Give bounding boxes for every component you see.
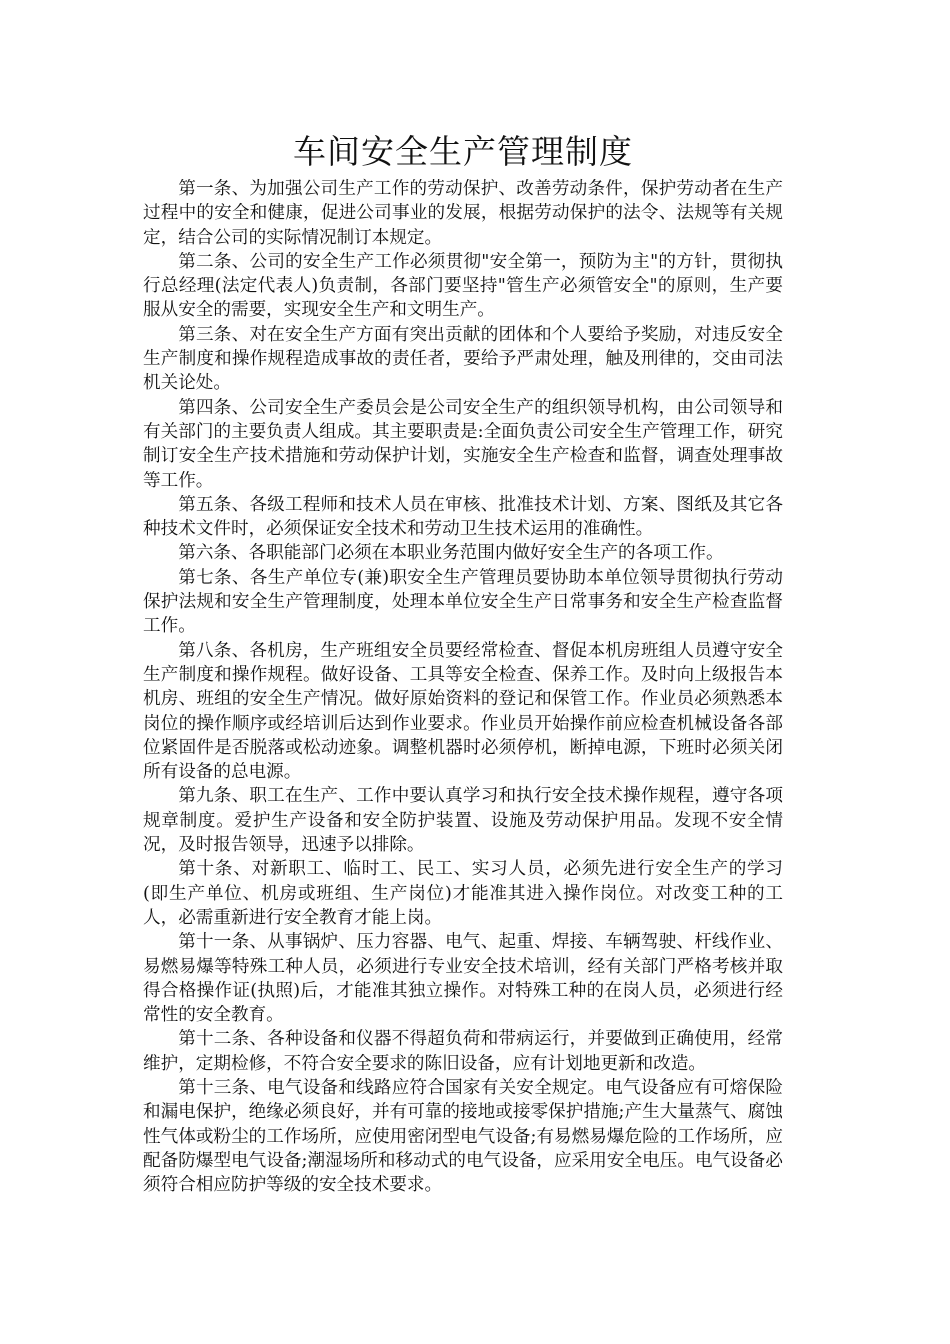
article-7: 第七条、各生产单位专(兼)职安全生产管理员要协助本单位领导贯彻执行劳动保护法规和安全生产管理制度，处理本单位安全生产日常事务和安全生产检查监督工作。 [143, 567, 783, 637]
article-6: 第六条、各职能部门必须在本职业务范围内做好安全生产的各项工作。 [178, 543, 724, 564]
article-1: 第一条、为加强公司生产工作的劳动保护、改善劳动条件，保护劳动者在生产过程中的安全和健康，促进公司事业的发展，根据劳动保护的法令、法规等有关规定，结合公司的实际情况制订本规定。 [143, 179, 783, 248]
article-2: 第二条、公司的安全生产工作必须贯彻"安全第一，预防为主"的方针，贯彻执行总经理(法定代表人)负责制，各部门要坚持"管生产必须管安全"的原则，生产要服从安全的需要，实现安全生产和文明生产。 [143, 251, 783, 321]
article-11: 第十一条、从事锅炉、压力容器、电气、起重、焊接、车辆驾驶、杆线作业、易燃易爆等特殊工种人员，必须进行专业安全技术培训，经有关部门严格考核并取得合格操作证(执照)后，才能准其独立操作。对特殊工种的在岗人员，必须进行经常性的安全教育。 [143, 932, 783, 1026]
article-9: 第九条、职工在生产、工作中要认真学习和执行安全技术操作规程，遵守各项规章制度。爱护生产设备和安全防护装置、设施及劳动保护用品。发现不安全情况，及时报告领导，迅速予以排除。 [143, 786, 783, 856]
article-4: 第四条、公司安全生产委员会是公司安全生产的组织领导机构，由公司领导和有关部门的主要负责人组成。其主要职责是:全面负责公司安全生产管理工作，研究制订安全生产技术措施和劳动保护计划，实施安全生产检查和监督，调查处理事故等工作。 [143, 397, 783, 491]
document-title: 车间安全生产管理制度 [293, 132, 633, 171]
document-body [143, 177, 783, 1197]
article-12: 第十二条、各种设备和仪器不得超负荷和带病运行，并要做到正确使用，经常维护，定期检修，不符合安全要求的陈旧设备，应有计划地更新和改造。 [143, 1029, 783, 1074]
article-3: 第三条、对在安全生产方面有突出贡献的团体和个人要给予奖励，对违反安全生产制度和操作规程造成事故的责任者，要给予严肃处理，触及刑律的，交由司法机关论处。 [143, 324, 783, 394]
document-page [143, 128, 783, 1197]
article-5: 第五条、各级工程师和技术人员在审核、批准技术计划、方案、图纸及其它各种技术文件时，必须保证安全技术和劳动卫生技术运用的准确性。 [143, 494, 783, 540]
article-8: 第八条、各机房，生产班组安全员要经常检查、督促本机房班组人员遵守安全生产制度和操作规程。做好设备、工具等安全检查、保养工作。及时向上级报告本机房、班组的安全生产情况。做好原始资料的登记和保管工作。作业员必须熟悉本岗位的操作顺序或经培训后达到作业要求。作业员开始操作前应检查机械设备各部位紧固件是否脱落或松动迹象。调整机器时必须停机，断掉电源，下班时必须关闭所有设备的总电源。 [143, 640, 783, 783]
article-13: 第十三条、电气设备和线路应符合国家有关安全规定。电气设备应有可熔保险和漏电保护，绝缘必须良好，并有可靠的接地或接零保护措施;产生大量蒸气、腐蚀性气体或粉尘的工作场所，应使用密闭型电气设备;有易燃易爆危险的工作场所，应配备防爆型电气设备;潮湿场所和移动式的电气设备，应采用安全电压。电气设备必须符合相应防护等级的安全技术要求。 [143, 1077, 783, 1196]
article-10: 第十条、对新职工、临时工、民工、实习人员，必须先进行安全生产的学习(即生产单位、机房或班组、生产岗位)才能准其进入操作岗位。对改变工种的工人，必需重新进行安全教育才能上岗。 [143, 859, 783, 928]
